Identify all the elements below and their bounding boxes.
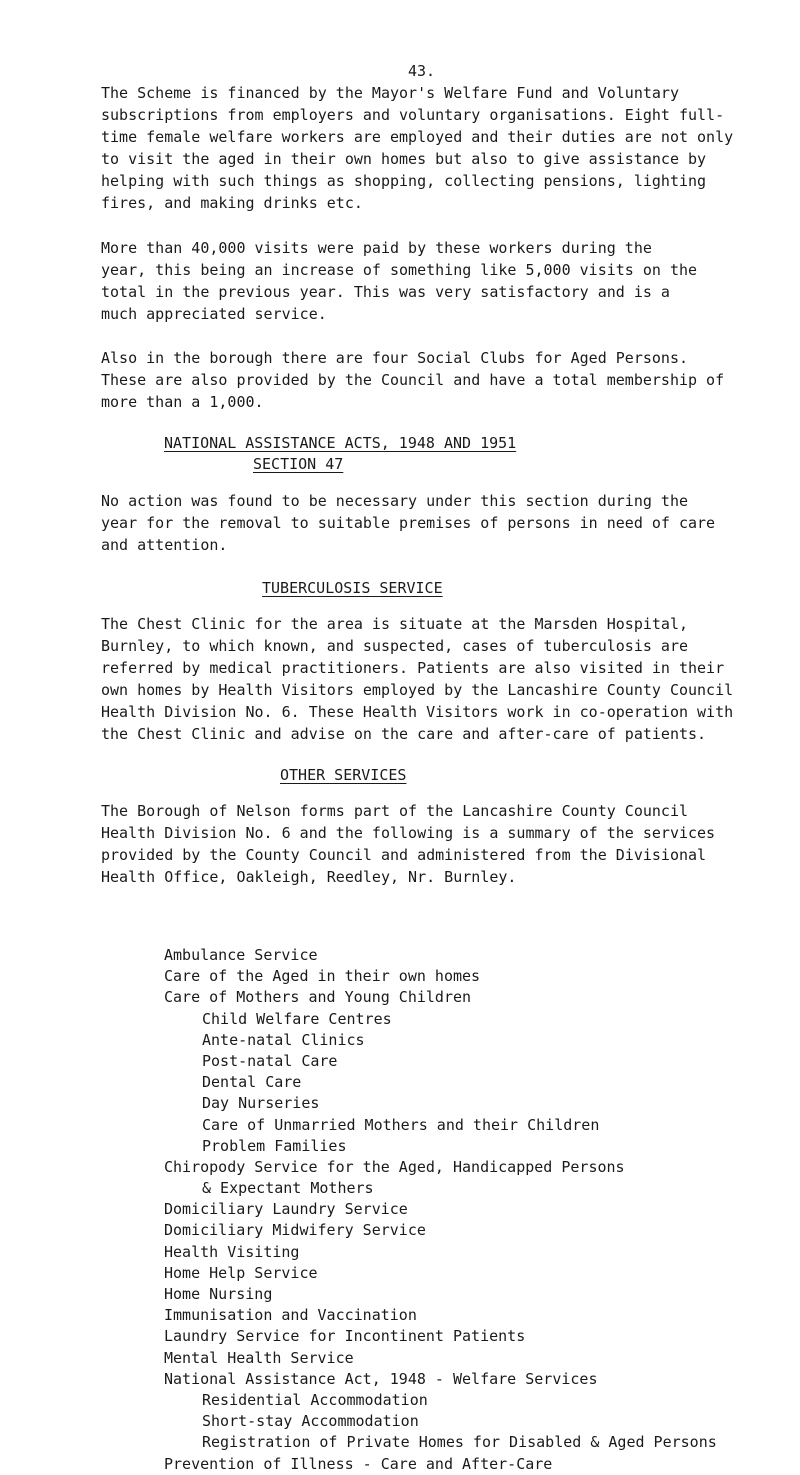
service-list-item: Registration of Private Homes for Disabled & Aged Persons	[202, 1433, 717, 1452]
paragraph-welfare-scheme: The Scheme is financed by the Mayor's Welfare Fund and Voluntary subscriptions from employers and voluntary organisations. Eight full- time female welfare workers are employed and their duties are not only to visit the aged in their own homes but also to give assistance by helping with such things as shopping, collecting pensions, lighting fires, and making drinks etc.	[101, 84, 734, 212]
service-list-item: Immunisation and Vaccination	[164, 1306, 417, 1325]
paragraph-section-47: No action was found to be necessary under this section during the year for the removal to suitable premises of persons in need of care and attention.	[101, 492, 716, 554]
paragraph-other-services: The Borough of Nelson forms part of the Lancashire County Council Health Division No. 6 and the following is a summary of the services provided by the County Council and administered from the Divisional Health Office, Oakleigh, Reedley, Nr. Burnley.	[101, 802, 716, 886]
service-list-item: Care of the Aged in their own homes	[164, 967, 481, 986]
service-list-item: Ante-natal Clinics	[202, 1030, 365, 1049]
service-list-item: Post-natal Care	[202, 1051, 338, 1070]
service-list-item: Prevention of Illness - Care and After-Care	[164, 1454, 553, 1473]
service-list-item: Mental Health Service	[164, 1348, 354, 1367]
service-list-item: Chiropody Service for the Aged, Handicapped Persons	[164, 1157, 625, 1176]
services-list	[164, 945, 717, 1475]
service-list-item: Domiciliary Laundry Service	[164, 1200, 408, 1219]
service-list-item: Care of Mothers and Young Children	[164, 988, 472, 1007]
service-list-item: Short-stay Accommodation	[202, 1412, 419, 1431]
service-list-item: Home Nursing	[164, 1285, 273, 1303]
service-list-item: Laundry Service for Incontinent Patients	[164, 1327, 526, 1346]
heading-national-assistance: NATIONAL ASSISTANCE ACTS, 1948 AND 1951	[164, 434, 517, 452]
service-list-item: Residential Accommodation	[202, 1390, 428, 1409]
service-list-item: Problem Families	[202, 1136, 347, 1155]
page-number: 43.	[408, 62, 436, 80]
service-list-item: Ambulance Service	[164, 946, 318, 964]
service-list-item: National Assistance Act, 1948 - Welfare Services	[164, 1369, 598, 1388]
service-list-item: Child Welfare Centres	[202, 1009, 392, 1028]
paragraph-tuberculosis: The Chest Clinic for the area is situate at the Marsden Hospital, Burnley, to which known, and suspected, cases of tuberculosis are referred by medical practitioners. Patients are also visited in their own homes by Health Visitors employed by the Lancashire County Council Health Division No. 6. These Health Visitors work in co-operation with the Chest Clinic and advise on the care and after-care of patients.	[101, 615, 734, 743]
heading-other-services: OTHER SERVICES	[280, 766, 407, 784]
heading-section-47: SECTION 47	[253, 455, 344, 473]
service-list-item: Dental Care	[202, 1073, 302, 1092]
service-list-item: Day Nurseries	[202, 1094, 320, 1113]
service-list-item: & Expectant Mothers	[202, 1179, 374, 1198]
service-list-item: Health Visiting	[164, 1242, 300, 1261]
heading-tuberculosis: TUBERCULOSIS SERVICE	[262, 579, 443, 597]
paragraph-social-clubs: Also in the borough there are four Social Clubs for Aged Persons. These are also provided by the Council and have a total membership of more than a 1,000.	[101, 349, 725, 411]
service-list-item: Home Help Service	[164, 1263, 318, 1282]
service-list-item: Domiciliary Midwifery Service	[164, 1221, 426, 1240]
service-list-item: Care of Unmarried Mothers and their Children	[202, 1115, 600, 1134]
paragraph-visits: More than 40,000 visits were paid by these workers during the year, this being an increase of something like 5,000 visits on the total in the previous year. This was very satisfactory and is a much appreciated service.	[101, 239, 698, 323]
